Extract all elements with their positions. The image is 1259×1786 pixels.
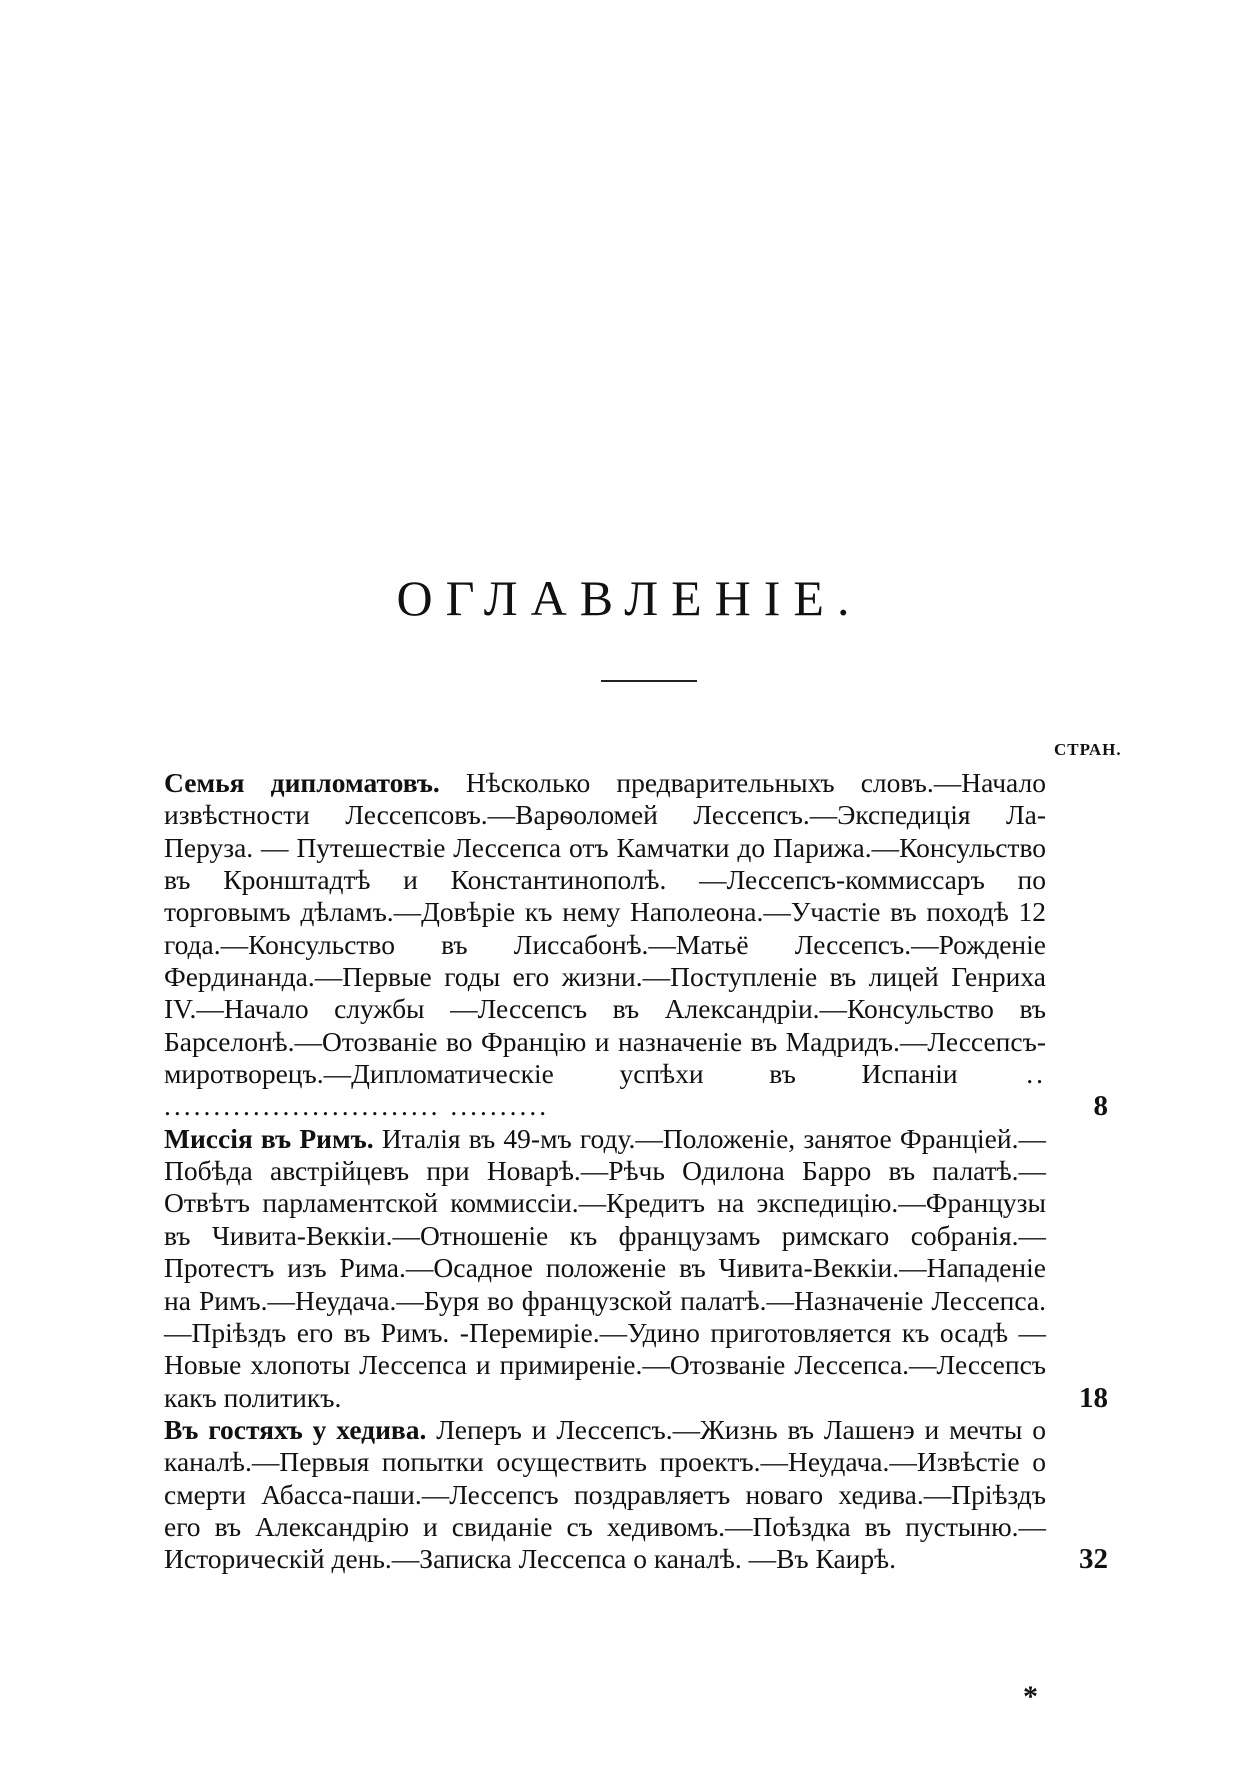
toc-entry-page: 18 (1079, 1381, 1108, 1414)
table-of-contents (164, 767, 1110, 1576)
page-column-header: СТРАН. (1054, 740, 1122, 759)
toc-entry-heading: Въ гостяхъ у хедива. (164, 1413, 427, 1445)
toc-entry (164, 1413, 1108, 1576)
toc-entry (164, 767, 1108, 1123)
toc-entry (164, 1122, 1108, 1414)
toc-entry-page: 32 (1079, 1543, 1108, 1576)
title-divider (601, 680, 697, 682)
signature-mark: * (1023, 1680, 1038, 1713)
toc-entry-heading: Миссія въ Римъ. (164, 1122, 374, 1154)
toc-entry-text: Леперъ и Лессепсъ.—Жизнь въ Лашенэ и мечты о каналѣ.—Первыя попытки осуществить проектъ.—Неудача.—Извѣстіе о смерти Абасса-паши.—Лессепсъ поздравляетъ новаго хедива.—Пріѣздъ его въ Александрію и свиданіе съ хедивомъ.—Поѣздка въ пустыню.—Историческій день.—Записка Лессепса о каналѣ. —Въ Каирѣ. (164, 1413, 1046, 1575)
toc-entry-text: Италія въ 49-мъ году.—Положеніе, занятое Франціей.—Побѣда австрійцевъ при Новарѣ.—Рѣчь Одилона Барро въ палатѣ.—Отвѣтъ парламентской коммиссіи.—Кредитъ на экспедицію.—Французы въ Чивита-Веккіи.—Отношеніе къ французамъ римскаго собранія.—Протестъ изъ Рима.—Осадное положеніе въ Чивита-Веккіи.—Нападеніе на Римъ.—Неудача.—Буря во французской палатѣ.—Назначеніе Лессепса.—Пріѣздъ его въ Римъ. -Перемиріе.—Удино приготовляется къ осадѣ —Новые хлопоты Лессепса и примиреніе.—Отозваніе Лессепса.—Лессепсъ какъ политикъ. (164, 1122, 1046, 1413)
dot-leader: .. ............................ .......... (164, 1058, 1046, 1122)
page-title: ОГЛАВЛЕНІЕ. (396, 570, 863, 626)
toc-entry-page: 8 (1093, 1090, 1108, 1123)
toc-entry-text: Нѣсколько предварительныхъ словъ.—Начало извѣстности Лессепсовъ.—Варѳоломей Лессепсъ.—Экспедиція Ла-Перуза. — Путешествіе Лессепса отъ Камчатки до Парижа.—Консульство въ Кронштадтѣ и Константинополѣ. —Лессепсъ-коммиссаръ по торговымъ дѣламъ.—Довѣріе къ нему Наполеона.—Участіе въ походѣ 12 года.—Консульство въ Лиссабонѣ.—Матьё Лессепсъ.—Рожденіе Фердинанда.—Первые годы его жизни.—Поступленіе въ лицей Генриха IV.—Начало службы —Лессепсъ въ Александріи.—Консульство въ Барселонѣ.—Отозваніе во Францію и назначеніе въ Мадридъ.—Лессепсъ-миротворецъ.—Дипломатическіе успѣхи въ Испаніи (164, 767, 1046, 1090)
toc-entry-heading: Семья дипломатовъ. (164, 767, 440, 798)
